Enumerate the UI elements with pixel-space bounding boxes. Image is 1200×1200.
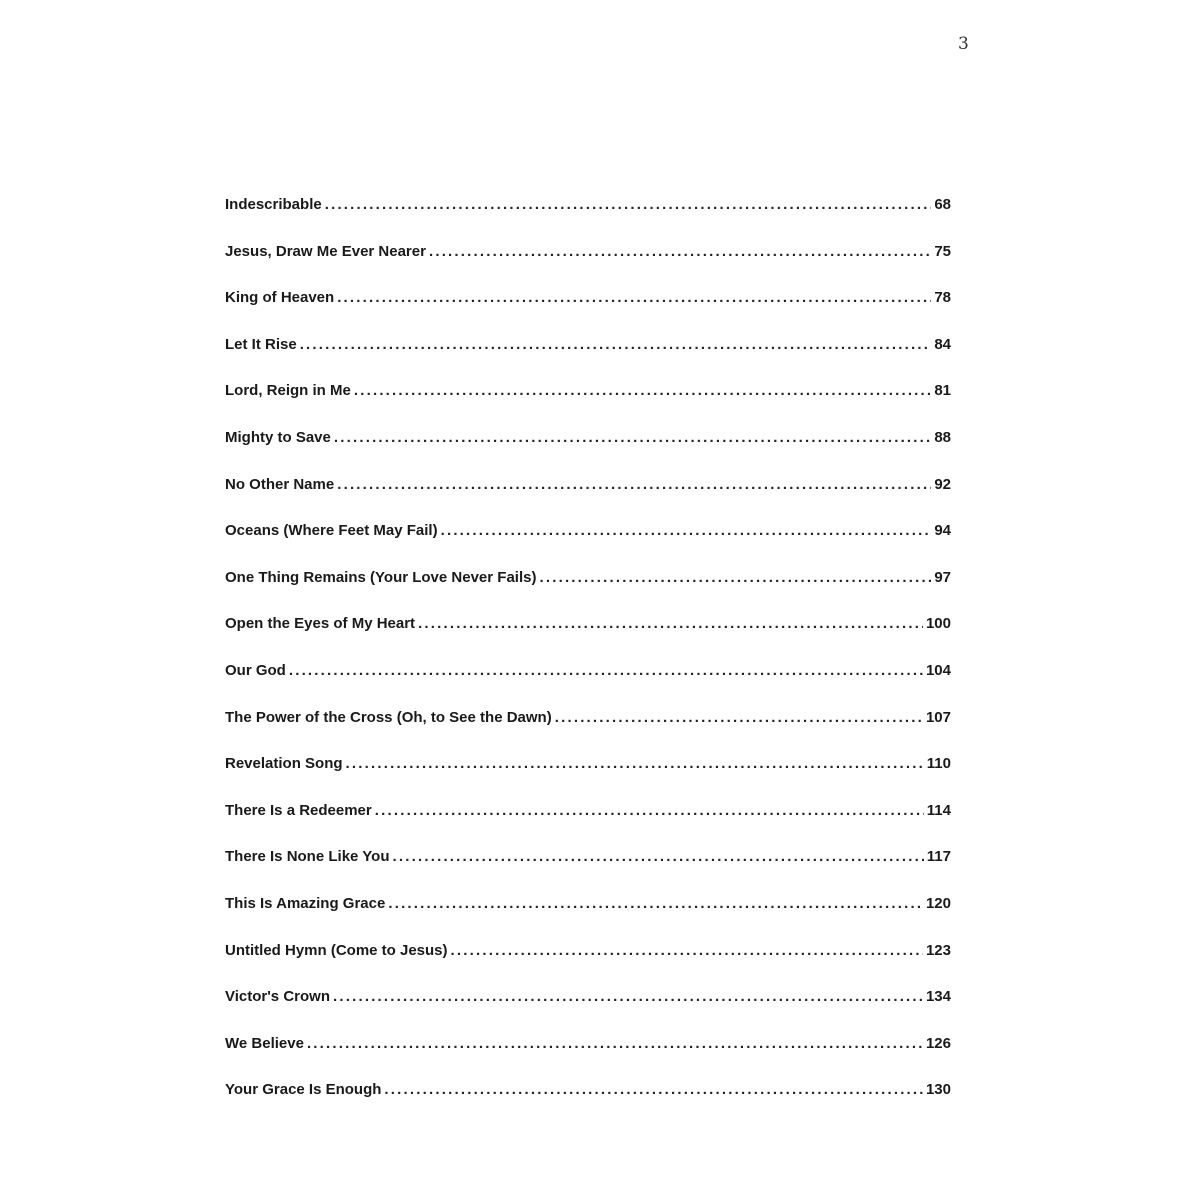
dot-leader <box>388 895 923 912</box>
table-of-contents <box>225 196 951 1128</box>
toc-entry[interactable] <box>225 942 951 989</box>
toc-entry-page: 126 <box>925 1034 951 1052</box>
toc-entry-page: 81 <box>934 382 951 400</box>
dot-leader <box>539 569 931 586</box>
toc-entry-title: Victor's Crown <box>225 988 330 1006</box>
toc-entry[interactable] <box>225 289 951 336</box>
page-number: 3 <box>958 34 969 54</box>
toc-entry[interactable] <box>225 429 951 476</box>
toc-entry-page: 94 <box>934 522 951 540</box>
toc-entry-title: King of Heaven <box>225 289 335 307</box>
dot-leader <box>375 802 924 819</box>
toc-entry-page: 75 <box>934 242 951 260</box>
toc-entry-page: 78 <box>934 289 951 307</box>
toc-entry-title: Open the Eyes of My Heart <box>225 615 416 633</box>
toc-entry-page: 134 <box>925 988 951 1006</box>
toc-entry[interactable] <box>225 1081 951 1128</box>
toc-entry[interactable] <box>225 802 951 849</box>
toc-entry[interactable] <box>225 615 951 662</box>
dot-leader <box>300 336 932 353</box>
dot-leader <box>337 476 931 493</box>
toc-entry[interactable] <box>225 895 951 942</box>
toc-entry-page: 110 <box>926 755 951 773</box>
toc-entry-page: 104 <box>925 661 951 679</box>
toc-entry-title: Jesus, Draw Me Ever Nearer <box>225 242 426 260</box>
toc-entry-title: Your Grace Is Enough <box>225 1081 382 1099</box>
dot-leader <box>393 848 924 865</box>
toc-entry[interactable] <box>225 662 951 709</box>
toc-entry-page: 114 <box>926 801 951 819</box>
toc-entry[interactable] <box>225 243 951 290</box>
toc-entry-title: There Is a Redeemer <box>225 801 372 819</box>
dot-leader <box>337 289 931 306</box>
toc-entry[interactable] <box>225 1035 951 1082</box>
toc-entry[interactable] <box>225 196 951 243</box>
toc-entry-title: The Power of the Cross (Oh, to See the Dawn) <box>225 708 552 726</box>
dot-leader <box>418 615 923 632</box>
toc-entry-title: One Thing Remains (Your Love Never Fails) <box>225 568 537 586</box>
toc-entry-title: Mighty to Save <box>225 428 331 446</box>
toc-entry-page: 100 <box>925 615 951 633</box>
dot-leader <box>441 522 932 539</box>
toc-entry-page: 117 <box>926 848 951 866</box>
toc-entry-title: This Is Amazing Grace <box>225 894 386 912</box>
dot-leader <box>451 942 923 959</box>
toc-entry[interactable] <box>225 336 951 383</box>
toc-entry-title: Our God <box>225 661 286 679</box>
toc-entry[interactable] <box>225 848 951 895</box>
toc-entry-title: Lord, Reign in Me <box>225 382 351 400</box>
toc-entry-title: Indescribable <box>225 196 322 213</box>
toc-entry[interactable] <box>225 755 951 802</box>
toc-entry-page: 107 <box>925 708 951 726</box>
toc-entry-page: 68 <box>934 196 951 213</box>
toc-entry-title: There Is None Like You <box>225 848 390 866</box>
dot-leader <box>384 1081 923 1098</box>
toc-entry-page: 120 <box>925 894 951 912</box>
toc-entry-page: 92 <box>934 475 951 493</box>
toc-entry-title: Untitled Hymn (Come to Jesus) <box>225 941 448 959</box>
dot-leader <box>333 988 923 1005</box>
toc-entry-title: Let It Rise <box>225 335 297 353</box>
toc-entry-page: 123 <box>925 941 951 959</box>
dot-leader <box>325 196 932 213</box>
toc-entry[interactable] <box>225 382 951 429</box>
toc-entry-page: 88 <box>934 428 951 446</box>
toc-entry-title: Revelation Song <box>225 755 343 773</box>
dot-leader <box>307 1035 923 1052</box>
dot-leader <box>429 243 931 260</box>
dot-leader <box>555 709 923 726</box>
toc-entry-title: No Other Name <box>225 475 335 493</box>
toc-entry-title: We Believe <box>225 1034 304 1052</box>
toc-entry[interactable] <box>225 709 951 756</box>
toc-entry[interactable] <box>225 988 951 1035</box>
toc-entry-page: 97 <box>934 568 951 586</box>
dot-leader <box>346 755 924 772</box>
dot-leader <box>354 382 931 399</box>
dot-leader <box>289 662 923 679</box>
dot-leader <box>334 429 931 446</box>
toc-entry-page: 84 <box>934 335 951 353</box>
toc-entry-title: Oceans (Where Feet May Fail) <box>225 522 438 540</box>
toc-entry[interactable] <box>225 569 951 616</box>
toc-entry[interactable] <box>225 476 951 523</box>
toc-entry-page: 130 <box>925 1081 951 1099</box>
toc-entry[interactable] <box>225 522 951 569</box>
